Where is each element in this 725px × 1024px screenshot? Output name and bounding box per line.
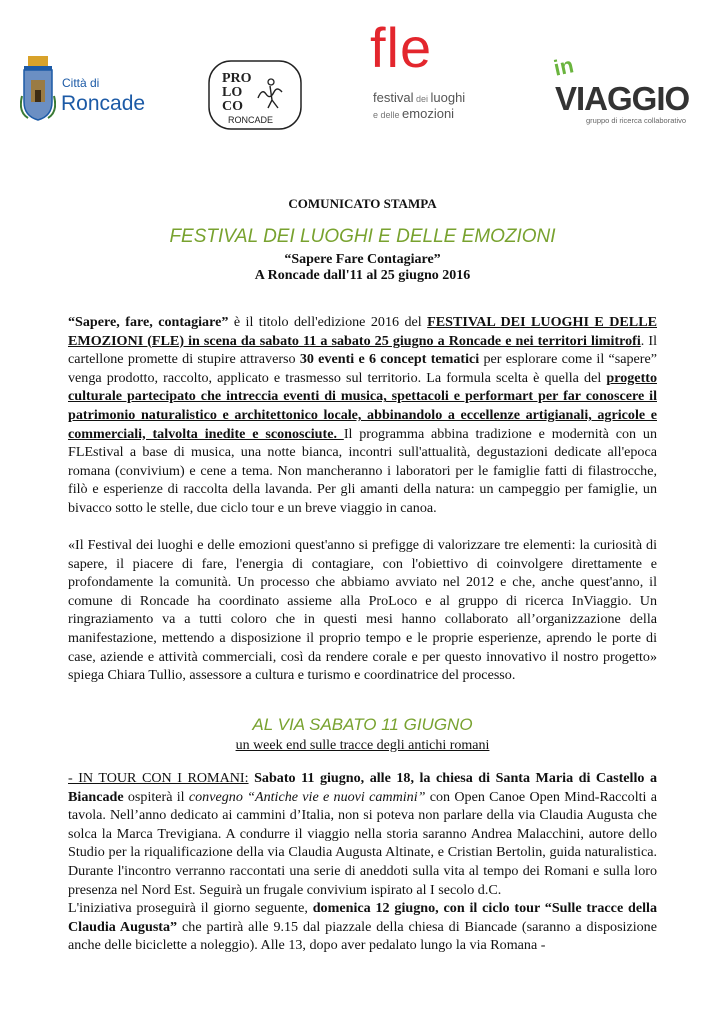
- fle-mark: [370, 16, 433, 79]
- inviaggio-logo-tagline: gruppo di ricerca collaborativo: [586, 116, 687, 125]
- subtitle-line1: “Sapere Fare Contagiare”: [284, 252, 441, 267]
- proloco-line2: LO: [222, 85, 243, 100]
- subtitle-line2: A Roncade dall'11 al 25 giugno 2016: [254, 268, 471, 283]
- inviaggio-logo-name: VIAGGIO: [555, 80, 690, 117]
- crest-icon: [20, 56, 56, 122]
- proloco-line1: PRO: [222, 71, 252, 86]
- fle-logo: [370, 16, 494, 126]
- press-release-label: COMUNICATO STAMPA: [288, 196, 437, 211]
- section-title: AL VIA SABATO 11 GIUGNO: [252, 715, 473, 734]
- intro-paragraph: “Sapere, fare, contagiare” è il titolo dell'edizione 2016 del FESTIVAL DEI LUOGHI E DELLE EMOZIONI (FLE) in scena da sabato 11 a sabato 25 giugno a Roncade e nei territori limitrofi. Il cartellone promette di stupire attraverso 30 eventi e 6 concept tematici per esplorare come il “sapere” venga prodotto, raccolto, applicato e trasmesso sul territorio. La formula scelta è quella del progetto culturale partecipato che intreccia eventi di musica, spettacoli e performart per far conoscere il patrimonio naturalistico e architettonico locale, abbinandolo a eccellenze artigianali, agricole e commerciali, talvolta inedite e sconosciute. Il programma abbina tradizione e modernità con un FLEstival a base di musica, una notte bianca, incontri sull'attualità, degustazioni dedicate all'epoca romana (convivium) e cene a tema. Non mancheranno i laboratori per le famiglie fatti di filastrocche, filò e esperienze di raccolta della lavanda. Per gli amanti della natura: un campeggio per famiglie, un bivacco sotto le stelle, due ciclo tour e un breve viaggio in canoa.: [68, 314, 658, 516]
- inviaggio-logo: [552, 50, 692, 130]
- page-title: FESTIVAL DEI LUOGHI E DELLE EMOZIONI: [169, 226, 556, 247]
- proloco-line3: CO: [222, 99, 243, 114]
- roncade-logo-line1: Città di: [62, 76, 100, 90]
- page-subtitle: [0, 252, 725, 284]
- proloco-line4: RONCADE: [228, 115, 274, 125]
- fle-logo-line1: festival dei luoghi: [373, 90, 466, 105]
- citta-di-roncade-logo: [20, 52, 162, 128]
- proloco-logo: [208, 60, 302, 130]
- fle-mark-text: fle: [370, 16, 433, 79]
- tour-paragraph: - IN TOUR CON I ROMANI: Sabato 11 giugno, alle 18, la chiesa di Santa Maria di Castello a Biancade ospiterà il convegno “Antiche vie e nuovi cammini” con Open Canoe Open Mind-Raccolti a tavola. Nell’anno dedicato ai cammini d’Italia, non si poteva non parlare della via Claudia Augusta che solca la Marca Trevigiana. A condurre il viaggio nella storia saranno Andrea Malacchini, autore dello Studio per la riqualificazione della via Claudia Augusta Altinate, e Cristian Bertolin, guida naturalistica. Durante l'incontro verranno raccontati una serie di aneddoti sulla vita al tempo dei Romani e sulla loro presenza nel Nord Est. Seguirà un frugale convivium ispirato al I secolo d.C. L'iniziativa proseguirà il giorno seguente, domenica 12 giugno, con il ciclo tour “Sulle tracce della Claudia Augusta” che partirà alle 9.15 dal piazzale della chiesa di Biancade (saranno a disposizione anche delle biciclette a noleggio). Alle 13, dopo aver pedalato lungo la via Romana -: [68, 770, 658, 954]
- roncade-logo-line2: Roncade: [61, 92, 146, 115]
- fle-logo-line2: e delle emozioni: [373, 106, 455, 121]
- section-subtitle: un week end sulle tracce degli antichi romani: [235, 738, 490, 753]
- proloco-emblem-icon: [208, 60, 302, 130]
- inviaggio-logo-in: in: [551, 52, 576, 81]
- quote-paragraph: «Il Festival dei luoghi e delle emozioni quest'anno si prefigge di valorizzare tre elementi: la curiosità di sapere, il piacere di fare, l'energia di contagiare, con l'obiettivo di coinvolgere direttamente e profondamente la comunità. Un processo che abbiamo avviato nel 2012 e che, anche quest'anno, il comune di Roncade ha coordinato assieme alla ProLoco e al gruppo di ricerca InViaggio. Un ringraziamento va a tutti coloro che in questi mesi hanno collaborato all’organizzazione della manifestazione, mettendo a disposizione il proprio tempo e le proprie esperienze, aprendo le porte di case, aziende e attività commerciali, così da rendere corale e per questo innovativo il nostro progetto» spiega Chiara Tullio, assessore a cultura e turismo e coordinatrice del processo.: [68, 537, 657, 684]
